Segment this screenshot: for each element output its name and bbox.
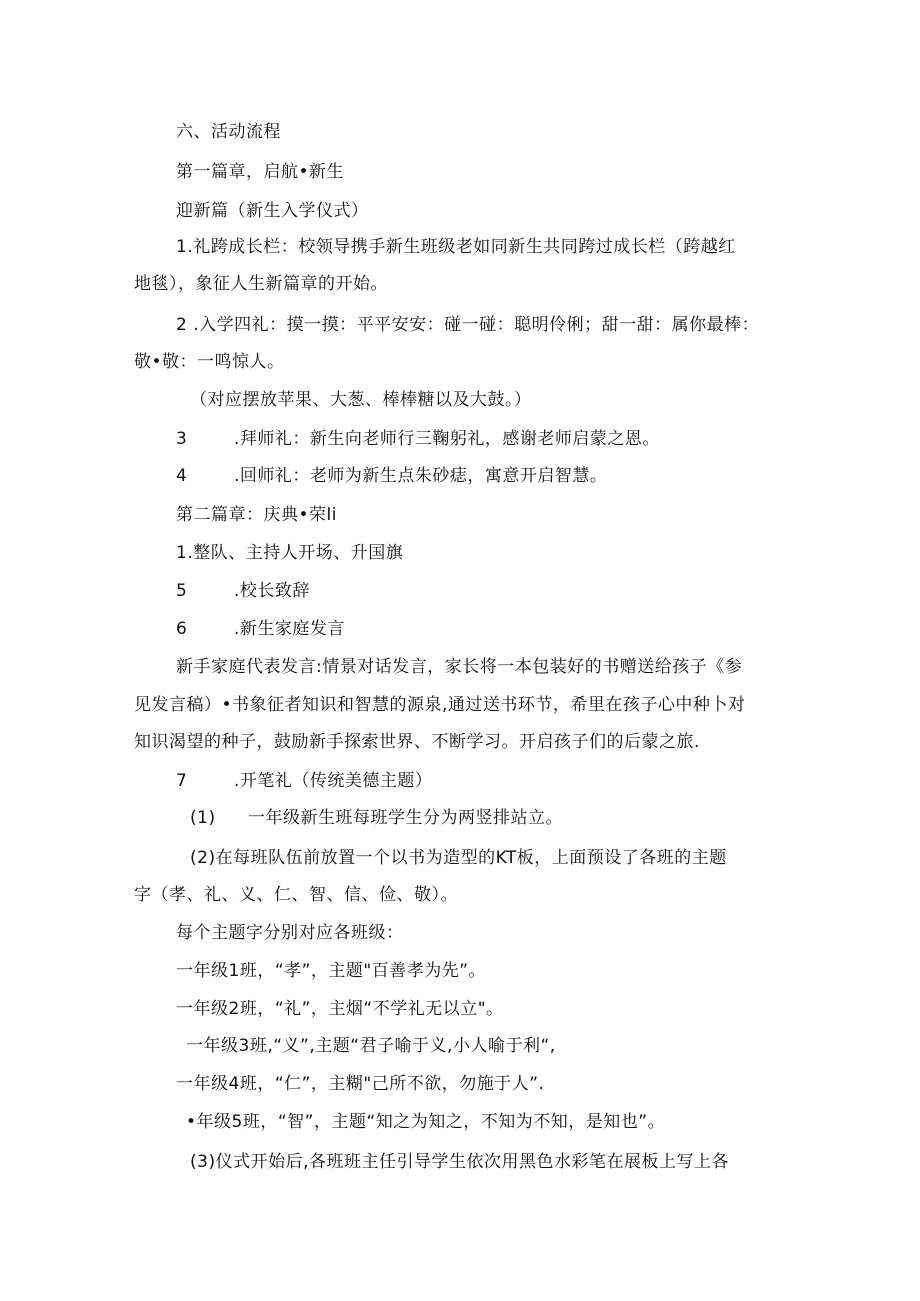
class1-theme: 一年级1班，“孝”，主题"百善孝为先”。 (176, 961, 487, 981)
item2-line1: 2 .入学四礼：摸一摸：平平安安：碰一碰：聪明伶俐；甜一甜：属你最棒： (176, 315, 760, 335)
item3 (176, 428, 660, 450)
welcome-title: 迎新篇（新生入学仪式） (176, 201, 369, 221)
c2-item5 (176, 580, 310, 602)
class4-theme: 一年级4班，“仁”，主糊"己所不欲，勿施于人”. (176, 1074, 545, 1094)
sub-item1 (190, 807, 563, 829)
item1-line2: 地毯），象征人生新篇章的开始。 (134, 274, 388, 294)
c2-item7-number: 7 (176, 771, 188, 791)
sub-item1-number: (1) (190, 808, 216, 828)
item2-line2: 敬•敬：一鸣惊人。 (134, 352, 285, 372)
theme-intro: 每个主题字分别对应各班级： (176, 923, 404, 943)
sub-item2-line1: (2)在每班队伍前放置一个以书为造型的KT板，上面预设了各班的主题 (190, 848, 727, 868)
family-paragraph-line2: 见发言稿）•书象征者知识和智慧的源泉,通过送书环节，希里在孩子心中种卜对 (134, 695, 746, 715)
c2-item6-text: .新生家庭发言 (234, 619, 345, 639)
sub-item2-line2: 字（孝、礼、义、仁、智、信、俭、敬）。 (134, 885, 458, 905)
family-paragraph-line3: 知识渴望的种子，鼓励新手探索世界、不断学习。开启孩子们的后蒙之旅. (134, 732, 700, 752)
item4-number: 4 (176, 466, 188, 486)
sub-item1-text: 一年级新生班每班学生分为两竖排站立。 (248, 808, 563, 828)
item4-text: .回师礼：老师为新生点朱砂痣，寓意开启智慧。 (234, 466, 608, 486)
c2-item5-text: .校长致辞 (234, 581, 310, 601)
item3-text: .拜师礼：新生向老师行三鞠躬礼，感谢老师启蒙之恩。 (234, 429, 660, 449)
c2-item7 (176, 770, 432, 792)
c2-item6 (176, 618, 345, 640)
class5-theme: •年级5班，“智”，主题“知之为知之，不知为不知，是知也”。 (186, 1112, 666, 1132)
item3-number: 3 (176, 429, 188, 449)
c2-item1: 1.整队、主持人开场、升国旗 (176, 543, 404, 563)
item4 (176, 465, 607, 487)
c2-item7-text: .开笔礼（传统美德主题） (234, 771, 433, 791)
chapter1-title: 第一篇章，启航•新生 (176, 162, 345, 182)
class2-theme: 一年级2班，“礼”，主烟“不学礼无以立"。 (176, 999, 504, 1019)
chapter2-title: 第二篇章：庆典•荣li (176, 505, 337, 525)
section-heading: 六、活动流程 (176, 122, 281, 142)
class3-theme: 一年级3班,“义”,主题“君子喻于义,小人喻于利“, (186, 1036, 556, 1056)
c2-item6-number: 6 (176, 619, 188, 639)
item2-note: （对应摆放苹果、大葱、棒棒糖以及大鼓。） (190, 390, 532, 410)
family-paragraph-line1: 新手家庭代表发言:情景对话发言，家长将一本包装好的书赠送给孩子《参 (176, 657, 743, 677)
c2-item5-number: 5 (176, 581, 188, 601)
sub-item3-line1: (3)仪式开始后,各班班主任引导学生依次用黑色水彩笔在展板上写上各 (190, 1152, 729, 1172)
item1-line1: 1.礼跨成长栏：校领导携手新生班级老如同新生共同跨过成长栏（跨越红 (176, 237, 736, 257)
